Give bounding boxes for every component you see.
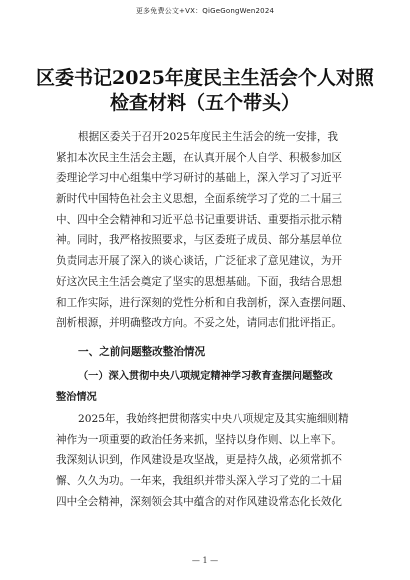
section-heading: 一、之前问题整改整治情况 [78,346,206,358]
header-watermark: 更多免费公文+VX：QiGeGongWen2024 [135,7,275,15]
subsection-heading-line-2: 整治情况 [56,390,97,403]
intro-line: 好这次民主生活会奠定了坚实的思想基础。下面，我结合思想 [56,275,343,288]
body-line: 神作为一项重要的政治任务来抓，坚持以身作则、以上率下。 [56,433,343,446]
intro-line: 紧扣本次民主生活会主题，在认真开展个人自学、积极参加区 [56,151,343,164]
body-line: 我深刻认识到，作风建设是攻坚战，更是持久战，必须常抓不 [56,454,343,467]
intro-line: 根据区委关于召开2025年度民主生活会的统一安排，我 [78,131,339,143]
intro-line: 新时代中国特色社会主义思想，全面系统学习了党的二十届三 [56,193,343,206]
intro-line: 和工作实际，进行深刻的党性分析和自我剖析，深入查摆问题、 [56,296,353,309]
title-line-2: 检查材料（五个带头） [109,92,300,114]
intro-line: 负责同志开展了深入的谈心谈话，广泛征求了意见建议，为开 [56,255,343,268]
intro-line: 剖析根源，并明确整改方向。不妥之处，请同志们批评指正。 [56,317,343,330]
body-line: 懈、久久为功。一年来，我组织并带头深入学习了党的二十届 [56,475,343,488]
body-paragraph [56,409,364,512]
body-line: 2025年，我始终把贯彻落实中央八项规定及其实施细则精 [78,413,349,425]
title-line-1: 区委书记2025年度民主生活会个人对照 [36,67,374,89]
intro-line: 委理论学习中心组集中学习研讨的基础上，深入学习了习近平 [56,172,343,185]
page-number: — 1 — [191,556,219,565]
intro-line: 神。同时，我严格按照要求，与区委班子成员、部分基层单位 [56,234,343,247]
subsection-heading-line-1: （一）深入贯彻中央八项规定精神学习教育查摆问题整改 [78,370,333,382]
body-line: 四中全会精神，深刻领会其中蕴含的对作风建设常态化长效化 [56,495,343,508]
subsection-heading [56,366,366,407]
intro-paragraph [56,127,364,334]
document-title [30,66,380,116]
intro-line: 中、四中全会精神和习近平总书记重要讲话、重要指示批示精 [56,213,343,226]
